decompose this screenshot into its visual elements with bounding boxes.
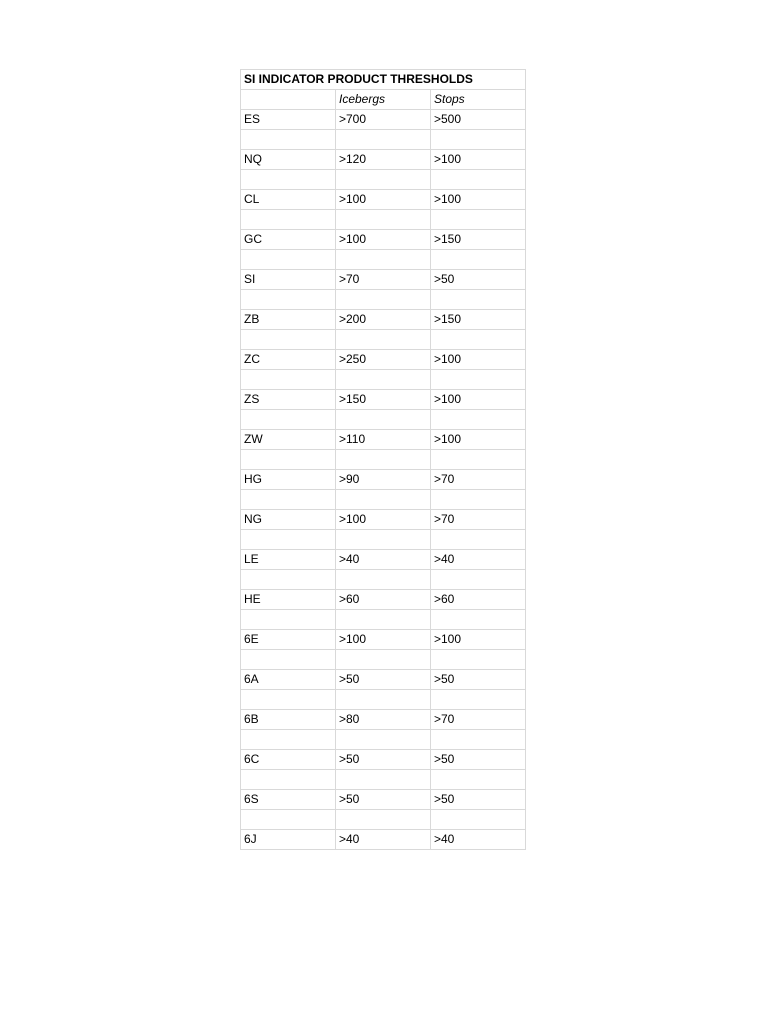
icebergs-cell: >40 — [336, 830, 431, 850]
product-cell: ZC — [241, 350, 336, 370]
spacer-row — [241, 570, 526, 590]
product-cell: ES — [241, 110, 336, 130]
table-row — [241, 270, 526, 290]
empty-cell — [431, 770, 526, 790]
spacer-row — [241, 690, 526, 710]
product-cell: NQ — [241, 150, 336, 170]
stops-cell: >100 — [431, 430, 526, 450]
table-row — [241, 350, 526, 370]
product-cell: HG — [241, 470, 336, 490]
stops-cell: >70 — [431, 710, 526, 730]
stops-cell: >70 — [431, 470, 526, 490]
empty-cell — [336, 210, 431, 230]
header-row — [241, 90, 526, 110]
empty-cell — [431, 250, 526, 270]
empty-cell — [241, 730, 336, 750]
table-row — [241, 470, 526, 490]
stops-cell: >100 — [431, 390, 526, 410]
stops-cell: >100 — [431, 630, 526, 650]
table-row — [241, 710, 526, 730]
empty-cell — [241, 410, 336, 430]
table-row — [241, 230, 526, 250]
empty-cell — [431, 570, 526, 590]
product-cell: 6S — [241, 790, 336, 810]
empty-cell — [336, 410, 431, 430]
empty-cell — [241, 570, 336, 590]
stops-cell: >500 — [431, 110, 526, 130]
stops-cell: >100 — [431, 350, 526, 370]
icebergs-cell: >90 — [336, 470, 431, 490]
product-cell: 6C — [241, 750, 336, 770]
spacer-row — [241, 410, 526, 430]
icebergs-cell: >250 — [336, 350, 431, 370]
empty-cell — [241, 330, 336, 350]
empty-cell — [431, 450, 526, 470]
empty-cell — [431, 290, 526, 310]
title-row — [241, 70, 526, 90]
stops-cell: >50 — [431, 670, 526, 690]
stops-cell: >150 — [431, 310, 526, 330]
spacer-row — [241, 610, 526, 630]
icebergs-cell: >700 — [336, 110, 431, 130]
empty-cell — [241, 610, 336, 630]
table-row — [241, 550, 526, 570]
empty-cell — [336, 690, 431, 710]
empty-cell — [431, 690, 526, 710]
stops-cell: >150 — [431, 230, 526, 250]
product-cell: LE — [241, 550, 336, 570]
table-row — [241, 390, 526, 410]
empty-cell — [241, 490, 336, 510]
table-row — [241, 510, 526, 530]
icebergs-cell: >80 — [336, 710, 431, 730]
thresholds-table — [240, 69, 526, 850]
empty-cell — [431, 370, 526, 390]
empty-cell — [241, 250, 336, 270]
spacer-row — [241, 650, 526, 670]
spacer-row — [241, 330, 526, 350]
empty-cell — [336, 650, 431, 670]
empty-cell — [241, 810, 336, 830]
empty-cell — [241, 690, 336, 710]
table-row — [241, 750, 526, 770]
empty-cell — [431, 330, 526, 350]
stops-cell: >70 — [431, 510, 526, 530]
stops-cell: >40 — [431, 830, 526, 850]
empty-cell — [241, 650, 336, 670]
icebergs-cell: >100 — [336, 510, 431, 530]
header-stops-cell: Stops — [431, 90, 526, 110]
icebergs-cell: >40 — [336, 550, 431, 570]
product-cell: 6E — [241, 630, 336, 650]
icebergs-cell: >50 — [336, 790, 431, 810]
spacer-row — [241, 370, 526, 390]
icebergs-cell: >200 — [336, 310, 431, 330]
empty-cell — [336, 610, 431, 630]
empty-cell — [336, 170, 431, 190]
empty-cell — [431, 130, 526, 150]
spacer-row — [241, 250, 526, 270]
spacer-row — [241, 810, 526, 830]
empty-cell — [336, 730, 431, 750]
icebergs-cell: >110 — [336, 430, 431, 450]
empty-cell — [336, 290, 431, 310]
empty-cell — [336, 770, 431, 790]
table-row — [241, 310, 526, 330]
spacer-row — [241, 450, 526, 470]
header-icebergs-cell: Icebergs — [336, 90, 431, 110]
empty-cell — [241, 130, 336, 150]
empty-cell — [431, 650, 526, 670]
product-cell: HE — [241, 590, 336, 610]
icebergs-cell: >50 — [336, 750, 431, 770]
empty-cell — [336, 570, 431, 590]
empty-cell — [336, 450, 431, 470]
empty-cell — [241, 770, 336, 790]
empty-cell — [431, 210, 526, 230]
empty-cell — [241, 290, 336, 310]
icebergs-cell: >50 — [336, 670, 431, 690]
table-row — [241, 830, 526, 850]
stops-cell: >100 — [431, 150, 526, 170]
stops-cell: >50 — [431, 750, 526, 770]
empty-cell — [431, 810, 526, 830]
spacer-row — [241, 170, 526, 190]
product-cell: NG — [241, 510, 336, 530]
empty-cell — [241, 210, 336, 230]
empty-cell — [241, 450, 336, 470]
stops-cell: >50 — [431, 270, 526, 290]
product-cell: SI — [241, 270, 336, 290]
thresholds-table-body — [241, 70, 526, 850]
table-row — [241, 670, 526, 690]
spacer-row — [241, 130, 526, 150]
product-cell: 6J — [241, 830, 336, 850]
spacer-row — [241, 210, 526, 230]
stops-cell: >60 — [431, 590, 526, 610]
spacer-row — [241, 770, 526, 790]
spacer-row — [241, 730, 526, 750]
empty-cell — [336, 370, 431, 390]
empty-cell — [336, 810, 431, 830]
spacer-row — [241, 530, 526, 550]
empty-cell — [241, 530, 336, 550]
table-row — [241, 190, 526, 210]
product-cell: CL — [241, 190, 336, 210]
product-cell: ZS — [241, 390, 336, 410]
stops-cell: >40 — [431, 550, 526, 570]
empty-cell — [241, 370, 336, 390]
header-product-cell — [241, 90, 336, 110]
empty-cell — [431, 490, 526, 510]
empty-cell — [431, 730, 526, 750]
icebergs-cell: >70 — [336, 270, 431, 290]
empty-cell — [336, 130, 431, 150]
icebergs-cell: >150 — [336, 390, 431, 410]
table-row — [241, 150, 526, 170]
table-row — [241, 630, 526, 650]
icebergs-cell: >120 — [336, 150, 431, 170]
product-cell: ZB — [241, 310, 336, 330]
empty-cell — [336, 330, 431, 350]
icebergs-cell: >100 — [336, 630, 431, 650]
table-row — [241, 110, 526, 130]
icebergs-cell: >100 — [336, 190, 431, 210]
spacer-row — [241, 290, 526, 310]
stops-cell: >100 — [431, 190, 526, 210]
table-row — [241, 590, 526, 610]
empty-cell — [336, 530, 431, 550]
product-cell: ZW — [241, 430, 336, 450]
empty-cell — [336, 490, 431, 510]
empty-cell — [431, 170, 526, 190]
empty-cell — [336, 250, 431, 270]
table-title: SI INDICATOR PRODUCT THRESHOLDS — [241, 70, 526, 90]
product-cell: GC — [241, 230, 336, 250]
table-row — [241, 790, 526, 810]
empty-cell — [431, 410, 526, 430]
product-cell: 6B — [241, 710, 336, 730]
empty-cell — [431, 610, 526, 630]
empty-cell — [241, 170, 336, 190]
product-cell: 6A — [241, 670, 336, 690]
icebergs-cell: >60 — [336, 590, 431, 610]
table-row — [241, 430, 526, 450]
icebergs-cell: >100 — [336, 230, 431, 250]
empty-cell — [431, 530, 526, 550]
spacer-row — [241, 490, 526, 510]
stops-cell: >50 — [431, 790, 526, 810]
